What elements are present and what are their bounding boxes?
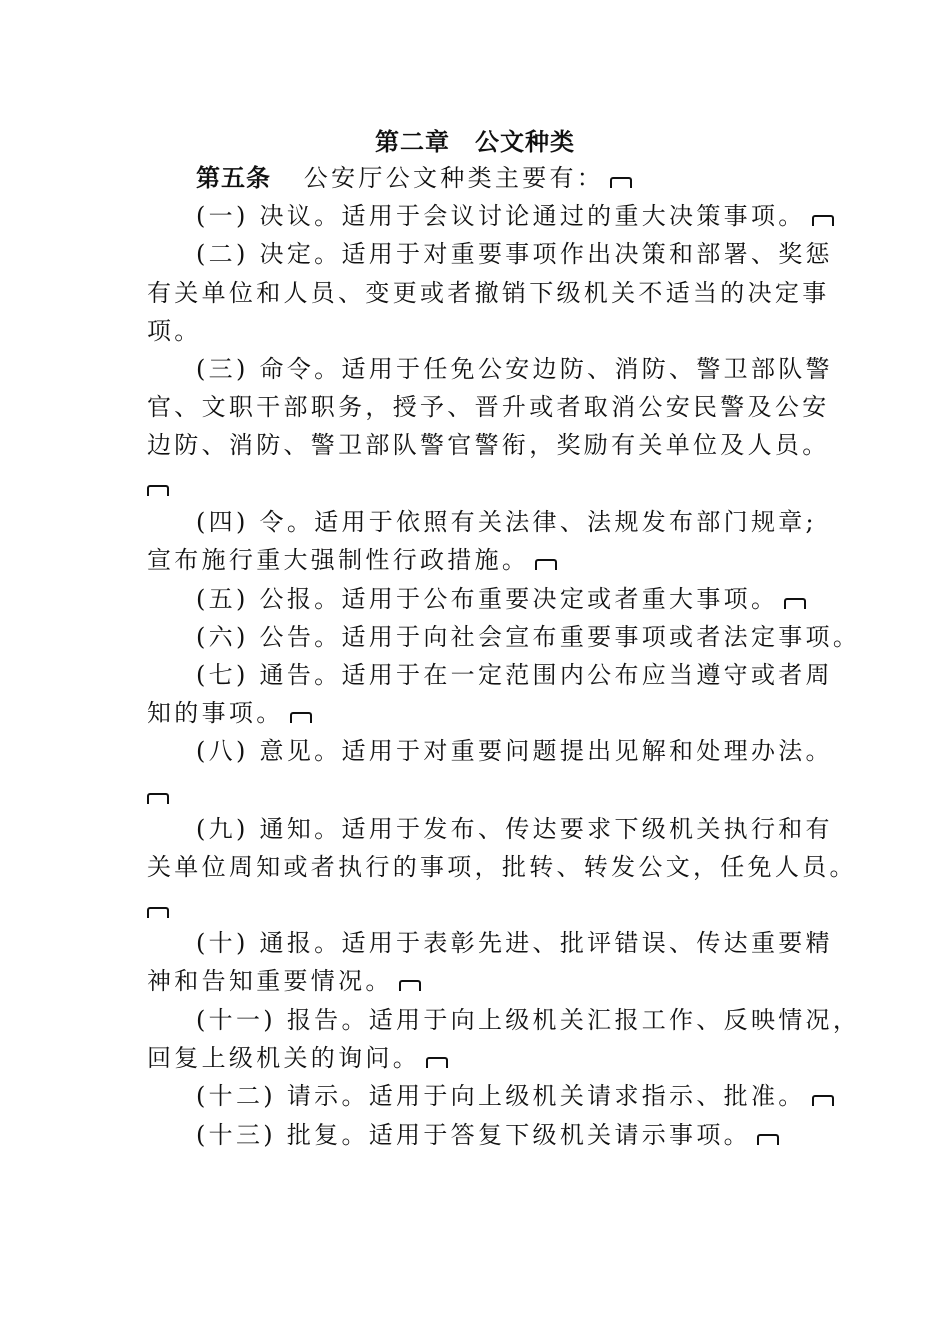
clause-1-line-1: (一) 决议。适用于会议讨论通过的重大决策事项。 — [196, 202, 834, 230]
clause-6-line-1: (六) 公告。适用于向社会宣布重要事项或者法定事项。 — [196, 623, 861, 651]
clause-9-line-2: 关单位周知或者执行的事项，批转、转发公文，任免人员。 — [147, 853, 857, 881]
article-heading — [196, 164, 632, 192]
paragraph-mark-icon — [147, 793, 169, 804]
clause-2-line-2: 有关单位和人员、变更或者撤销下级机关不适当的决定事 — [147, 279, 830, 307]
paragraph-mark-icon — [812, 215, 834, 226]
paragraph-mark-icon — [290, 712, 312, 723]
clause-11-line-2: 回复上级机关的询问。 — [147, 1044, 448, 1072]
paragraph-mark-icon — [535, 559, 557, 570]
paragraph-mark-icon — [610, 177, 632, 188]
clause-2-line-1: (二) 决定。适用于对重要事项作出决策和部署、奖惩 — [196, 240, 833, 268]
paragraph-mark-icon — [147, 907, 169, 918]
paragraph-mark-icon — [147, 485, 169, 496]
clause-2-line-3: 项。 — [147, 317, 202, 345]
clause-12-line-1: (十二) 请示。适用于向上级机关请求指示、批准。 — [196, 1082, 834, 1110]
clause-8-line-1: (八) 意见。适用于对重要问题提出见解和处理办法。 — [196, 737, 833, 765]
chapter-title: 第二章 公文种类 — [375, 128, 575, 156]
article-intro: 公安厅公文种类主要有： — [303, 164, 605, 192]
article-label: 第五条 — [196, 164, 271, 192]
clause-9-line-1: (九) 通知。适用于发布、传达要求下级机关执行和有 — [196, 815, 833, 843]
clause-11-line-1: (十一) 报告。适用于向上级机关汇报工作、反映情况， — [196, 1006, 861, 1034]
paragraph-mark-icon — [784, 598, 806, 609]
paragraph-mark-icon — [399, 980, 421, 991]
clause-4-line-2: 宣布施行重大强制性行政措施。 — [147, 546, 557, 574]
clause-10-line-2: 神和告知重要情况。 — [147, 967, 421, 995]
clause-3-line-3: 边防、消防、警卫部队警官警衔，奖励有关单位及人员。 — [147, 431, 830, 459]
clause-4-line-1: (四) 令。适用于依照有关法律、法规发布部门规章; — [196, 508, 817, 536]
clause-3-line-2: 官、文职干部职务，授予、晋升或者取消公安民警及公安 — [147, 393, 830, 421]
clause-10-line-1: (十) 通报。适用于表彰先进、批评错误、传达重要精 — [196, 929, 833, 957]
clause-5-line-1: (五) 公报。适用于公布重要决定或者重大事项。 — [196, 585, 806, 613]
clause-7-line-1: (七) 通告。适用于在一定范围内公布应当遵守或者周 — [196, 661, 833, 689]
clause-7-line-2: 知的事项。 — [147, 699, 312, 727]
paragraph-mark-icon — [426, 1057, 448, 1068]
clause-3-line-1: (三) 命令。适用于任免公安边防、消防、警卫部队警 — [196, 355, 833, 383]
clause-13-line-1: (十三) 批复。适用于答复下级机关请示事项。 — [196, 1121, 779, 1149]
paragraph-mark-icon — [757, 1134, 779, 1145]
paragraph-mark-icon — [812, 1095, 834, 1106]
